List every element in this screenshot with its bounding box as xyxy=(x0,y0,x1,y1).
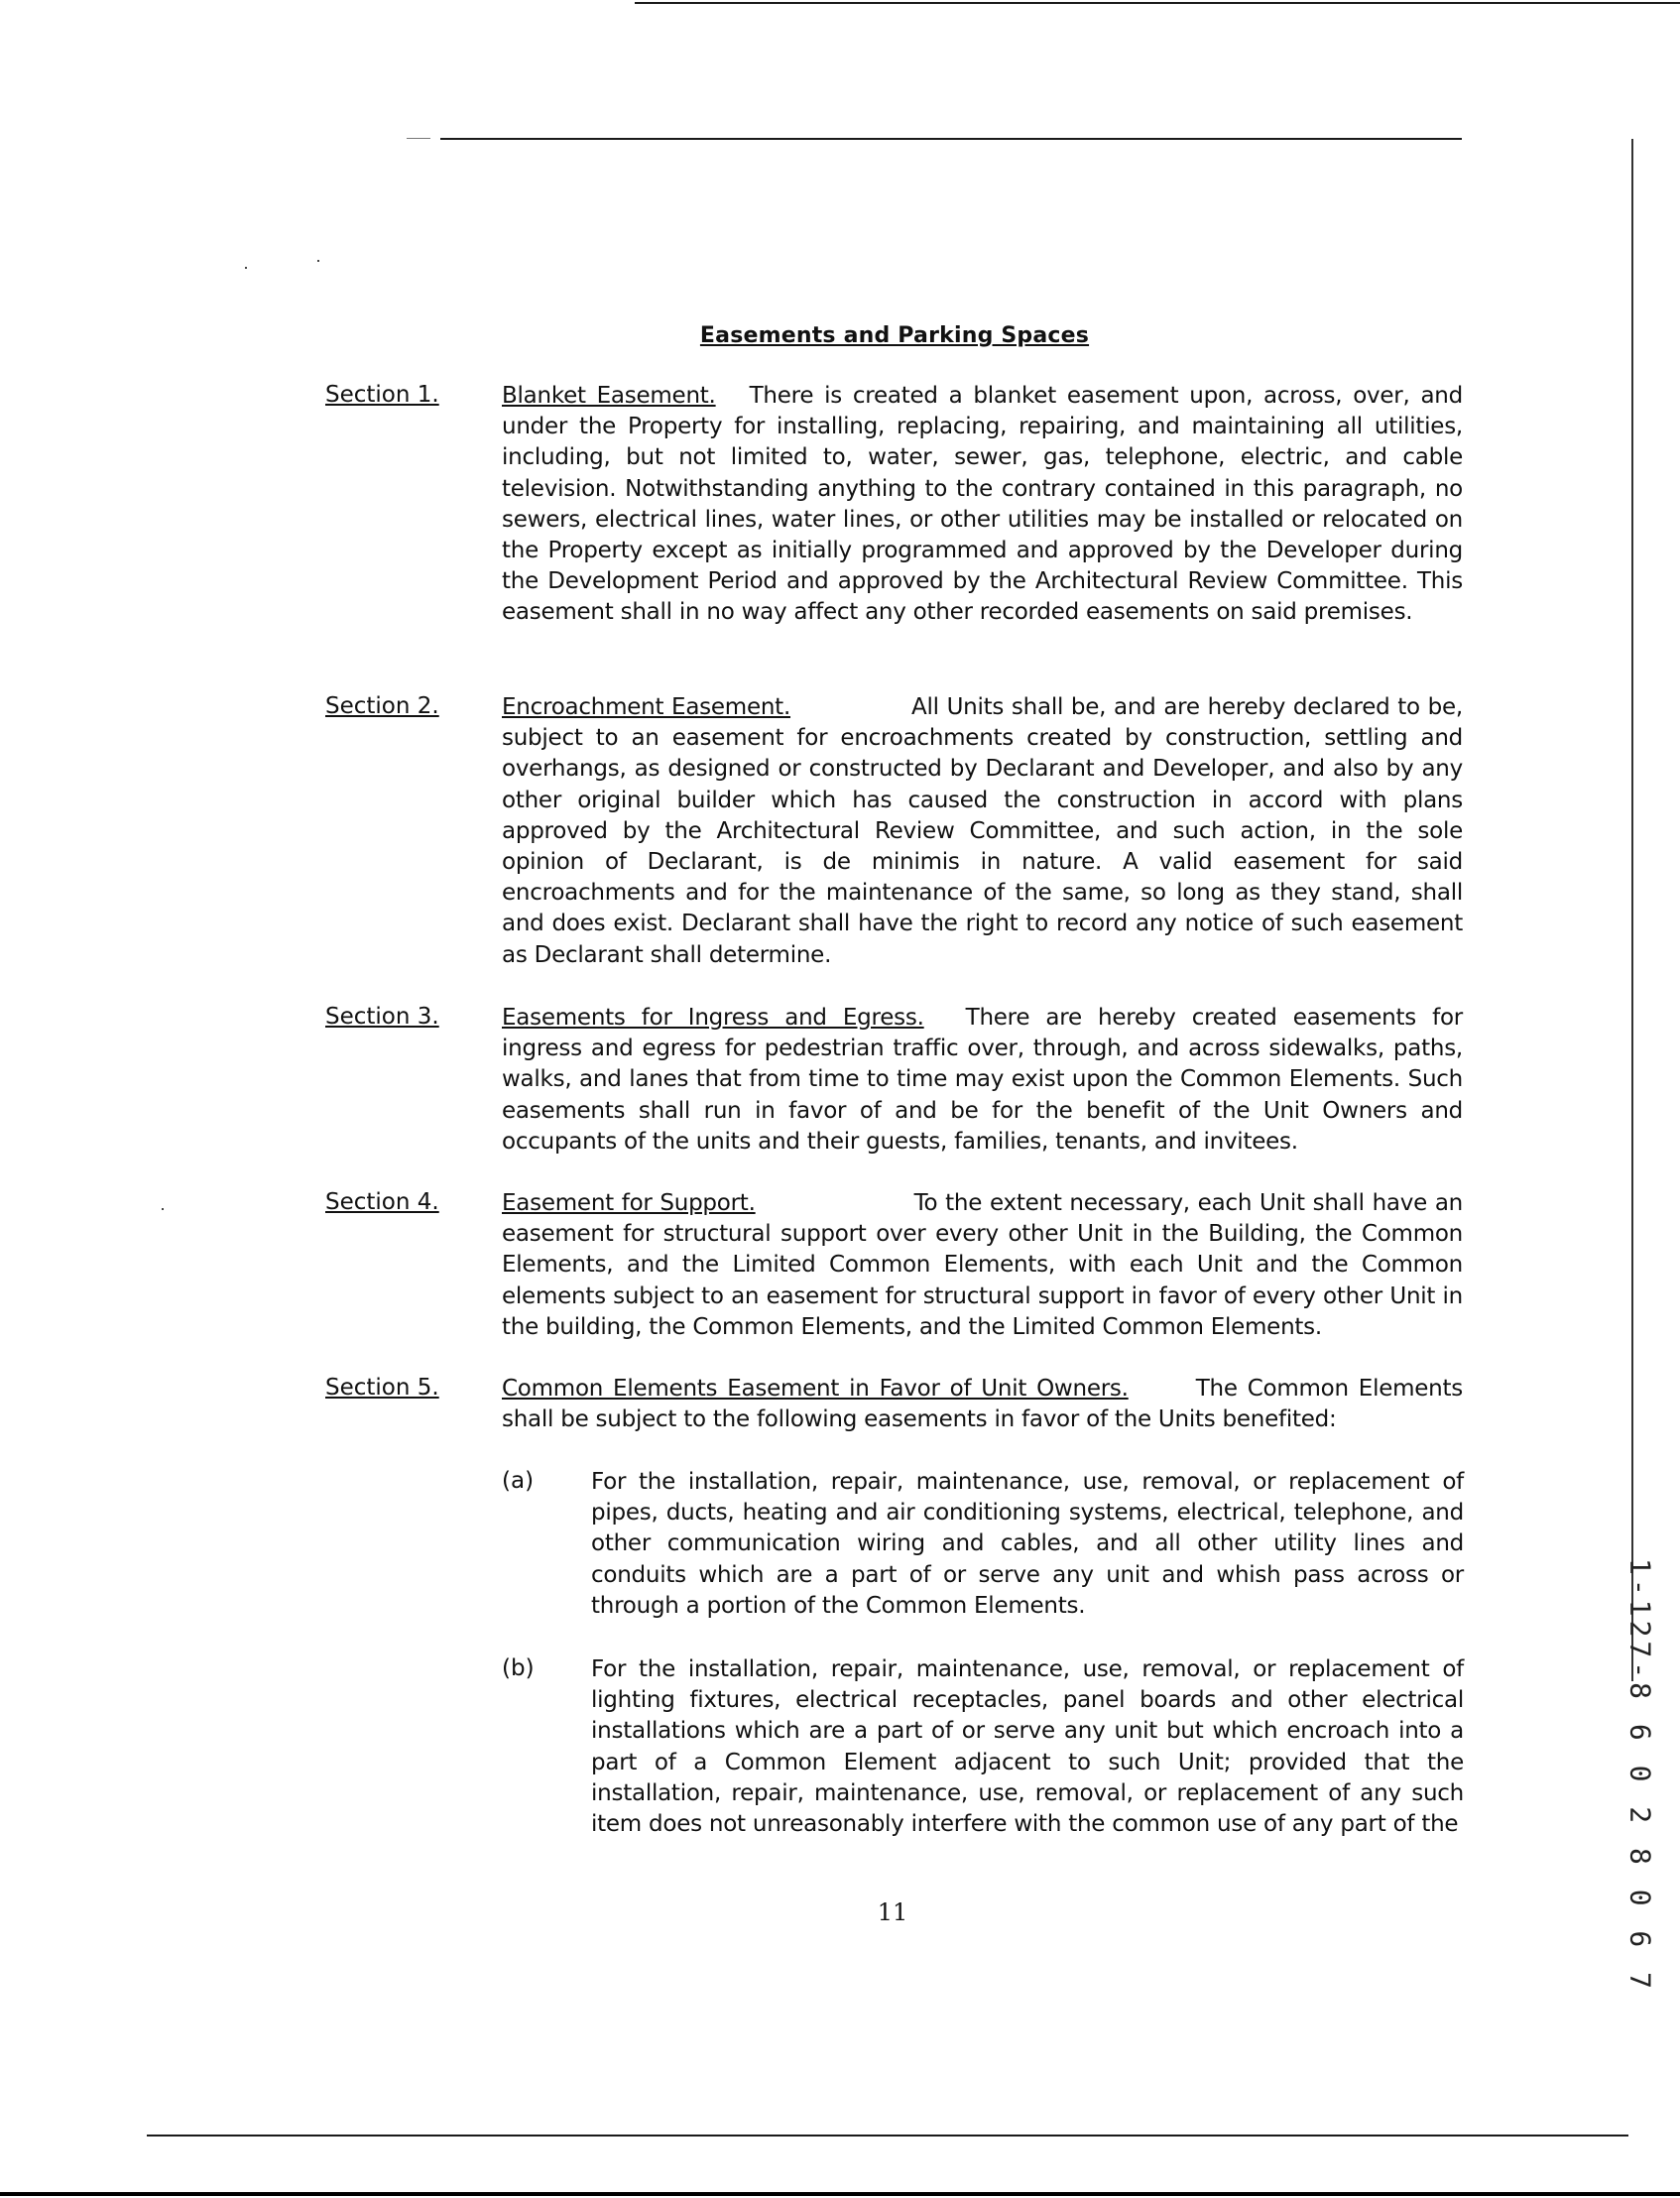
section-3-body xyxy=(502,1003,1463,1158)
section-4-text: To the extent necessary, each Unit shall have an easement for structural support over every other Unit in the Building, the Common Elements, and the Limited Common Elements, with each Unit and the Common elements subject to an easement for structural support in favor of every other Unit in the building, the Common Elements, and the Limited Common Elements. xyxy=(502,1190,1463,1340)
scan-speck xyxy=(317,260,319,262)
section-1-body xyxy=(502,381,1463,629)
recording-number-stamp xyxy=(1611,1557,1670,1994)
section-4-heading: Easement for Support. xyxy=(502,1190,756,1216)
recording-number-text: 1-127-8 6 0 2 8 0 6 7 xyxy=(1623,1557,1657,1994)
section-5-item-a-label: (a) xyxy=(502,1468,535,1494)
section-1-label: Section 1. xyxy=(325,382,439,408)
section-5-text: The Common Elements shall be subject to the following easements in favor of the Units benefited: xyxy=(502,1376,1463,1433)
section-5-label: Section 5. xyxy=(325,1375,439,1401)
section-5-heading: Common Elements Easement in Favor of Unit Owners. xyxy=(502,1376,1129,1402)
header-rule xyxy=(440,138,1462,140)
right-margin-line xyxy=(1631,139,1633,1681)
section-1-text: There is created a blanket easement upon, across, over, and under the Property for installing, replacing, repairing, and maintaining all utilities, including, but not limited to, water, sewer, gas, telephone, electric, and cable television. Notwithstanding anything to the contrary contained in this paragraph, no sewers, electrical lines, water lines, or other utilities may be installed or relocated on the Property except as initially programmed and approved by the Developer during the Development Period and approved by the Architectural Review Committee. This easement shall in no way affect any other recorded easements on said premises. xyxy=(502,383,1463,626)
section-3-label: Section 3. xyxy=(325,1004,439,1030)
scan-speck xyxy=(245,267,247,269)
page-number: 11 xyxy=(877,1898,908,1926)
section-3-text: There are hereby created easements for ingress and egress for pedestrian traffic over, through, and across sidewalks, paths, walks, and lanes that from time to time may exist upon the Common Elements. Such easements shall run in favor of and be for the benefit of the Unit Owners and occupants of the units and their guests, families, tenants, and invitees. xyxy=(502,1005,1463,1155)
section-4-body xyxy=(502,1188,1463,1343)
section-1-heading: Blanket Easement. xyxy=(502,383,716,409)
header-rule-left-dash xyxy=(407,138,430,139)
section-5-item-b-label: (b) xyxy=(502,1655,535,1681)
section-5-body xyxy=(502,1374,1463,1435)
section-3-heading: Easements for Ingress and Egress. xyxy=(502,1005,924,1031)
page-title: Easements and Parking Spaces xyxy=(699,323,1090,348)
section-4-label: Section 4. xyxy=(325,1189,439,1215)
scan-speck xyxy=(162,1208,164,1210)
bottom-rule xyxy=(147,2135,1628,2137)
section-2-body xyxy=(502,692,1463,971)
top-edge-rule xyxy=(635,2,1680,4)
section-2-text: All Units shall be, and are hereby declared to be, subject to an easement for encroachments created by construction, settling and overhangs, as designed or constructed by Declarant and Developer, and also by any other original builder which has caused the construction in accord with plans approved by the Architectural Review Committee, and such action, in the sole opinion of Declarant, is de minimis in nature. A valid easement for said encroachments and for the maintenance of the same, so long as they stand, shall and does exist. Declarant shall have the right to record any notice of such easement as Declarant shall determine. xyxy=(502,694,1463,968)
section-2-label: Section 2. xyxy=(325,693,439,719)
bottom-edge-rule xyxy=(0,2192,1680,2196)
section-5-item-a-text: For the installation, repair, maintenance, use, removal, or replacement of pipes, ducts, heating and air conditioning systems, electrical, telephone, and other communication wiring and cables, and all other utility lines and conduits which are a part of or serve any unit and whish pass across or through a portion of the Common Elements. xyxy=(591,1469,1464,1619)
section-5-item-b-text: For the installation, repair, maintenance, use, removal, or replacement of lighting fixtures, electrical receptacles, panel boards and other electrical installations which are a part of or serve any unit but which encroach into a part of a Common Element adjacent to such Unit; provided that the installation, repair, maintenance, use, removal, or replacement of any such item does not unreasonably interfere with the common use of any part of the xyxy=(591,1656,1464,1838)
section-2-heading: Encroachment Easement. xyxy=(502,694,791,720)
